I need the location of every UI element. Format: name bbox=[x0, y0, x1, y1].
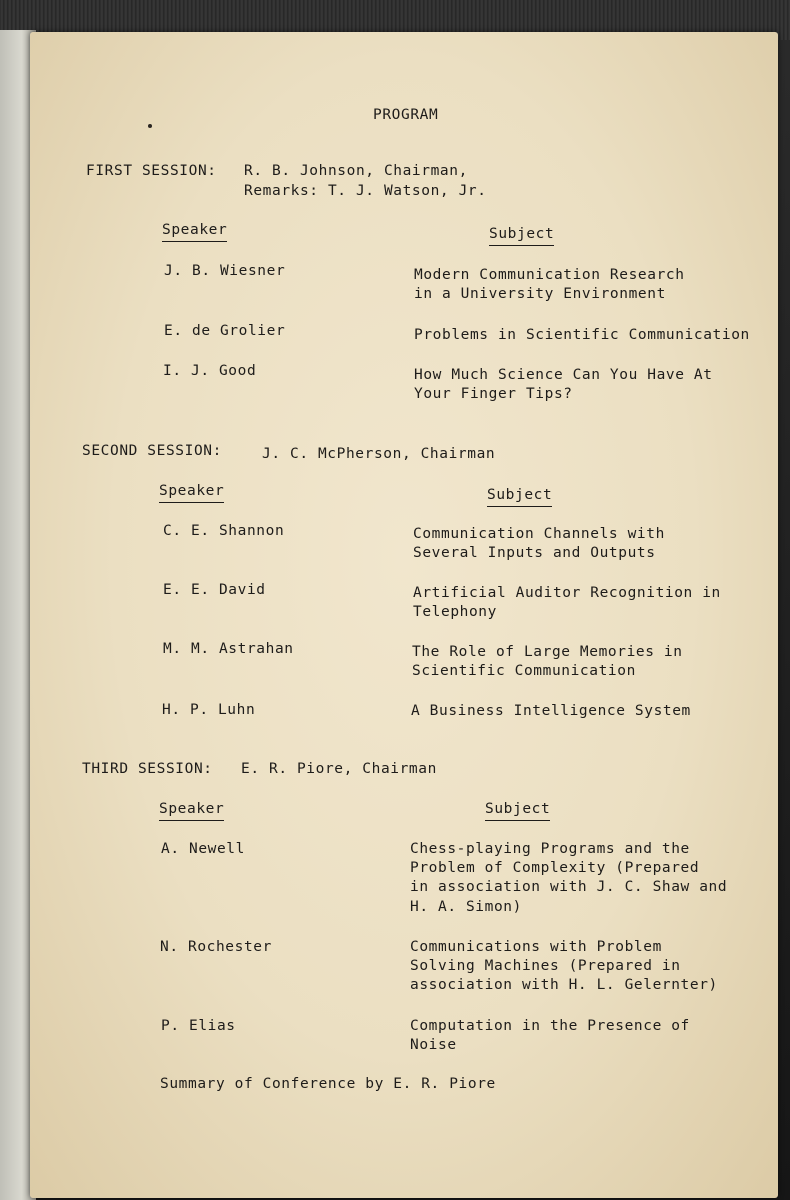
first-talk-3-speaker: I. J. Good bbox=[163, 363, 257, 379]
second-talk-1-subject-line-2: Several Inputs and Outputs bbox=[413, 545, 656, 561]
second-subject-header: Subject bbox=[487, 486, 552, 507]
second-session-chair: J. C. McPherson, Chairman bbox=[262, 446, 496, 462]
second-talk-3-subject-line-2: Scientific Communication bbox=[412, 663, 636, 679]
first-talk-1-subject-line-2: in a University Environment bbox=[414, 286, 666, 302]
third-talk-2-subject-line-2: Solving Machines (Prepared in bbox=[410, 958, 681, 974]
first-talk-1-subject-line-1: Modern Communication Research bbox=[414, 267, 685, 283]
first-talk-1-speaker: J. B. Wiesner bbox=[164, 263, 286, 279]
third-talk-1-subject-line-3: in association with J. C. Shaw and bbox=[410, 879, 728, 895]
third-talk-2-subject-line-1: Communications with Problem bbox=[410, 939, 662, 955]
ink-dot bbox=[148, 124, 152, 128]
first-speaker-header: Speaker bbox=[162, 221, 227, 242]
second-session-label: SECOND SESSION: bbox=[82, 443, 222, 459]
third-talk-3-subject-line-1: Computation in the Presence of bbox=[410, 1018, 690, 1034]
second-talk-3-speaker: M. M. Astrahan bbox=[163, 641, 294, 657]
first-session-label: FIRST SESSION: bbox=[86, 163, 217, 179]
conference-summary: Summary of Conference by E. R. Piore bbox=[160, 1076, 496, 1092]
first-talk-3-subject-line-2: Your Finger Tips? bbox=[414, 386, 573, 402]
second-speaker-header: Speaker bbox=[159, 482, 224, 503]
second-talk-1-subject-line-1: Communication Channels with bbox=[413, 526, 665, 542]
first-session-remarks: Remarks: T. J. Watson, Jr. bbox=[244, 183, 487, 199]
third-talk-3-subject-line-2: Noise bbox=[410, 1037, 457, 1053]
third-talk-2-speaker: N. Rochester bbox=[160, 939, 272, 955]
third-session-chair: E. R. Piore, Chairman bbox=[241, 761, 437, 777]
second-talk-2-subject-line-1: Artificial Auditor Recognition in bbox=[413, 585, 721, 601]
third-talk-3-speaker: P. Elias bbox=[161, 1018, 236, 1034]
third-talk-2-subject-line-3: association with H. L. Gelernter) bbox=[410, 977, 718, 993]
page-title: PROGRAM bbox=[373, 107, 439, 123]
second-talk-4-speaker: H. P. Luhn bbox=[162, 702, 256, 718]
third-talk-1-subject-line-1: Chess-playing Programs and the bbox=[410, 841, 690, 857]
third-session-label: THIRD SESSION: bbox=[82, 761, 213, 777]
second-talk-4-subject-line-1: A Business Intelligence System bbox=[411, 703, 691, 719]
second-talk-2-speaker: E. E. David bbox=[163, 582, 266, 598]
third-talk-1-speaker: A. Newell bbox=[161, 841, 245, 857]
first-subject-header: Subject bbox=[489, 225, 554, 246]
third-subject-header: Subject bbox=[485, 800, 550, 821]
second-talk-2-subject-line-2: Telephony bbox=[413, 604, 497, 620]
second-talk-3-subject-line-1: The Role of Large Memories in bbox=[412, 644, 683, 660]
first-talk-2-subject-line-1: Problems in Scientific Communication bbox=[414, 327, 750, 343]
second-talk-1-speaker: C. E. Shannon bbox=[163, 523, 285, 539]
program-page bbox=[30, 32, 778, 1198]
third-speaker-header: Speaker bbox=[159, 800, 224, 821]
first-talk-2-speaker: E. de Grolier bbox=[164, 323, 286, 339]
first-talk-3-subject-line-1: How Much Science Can You Have At bbox=[414, 367, 713, 383]
first-session-chair: R. B. Johnson, Chairman, bbox=[244, 163, 468, 179]
third-talk-1-subject-line-2: Problem of Complexity (Prepared bbox=[410, 860, 700, 876]
third-talk-1-subject-line-4: H. A. Simon) bbox=[410, 899, 522, 915]
